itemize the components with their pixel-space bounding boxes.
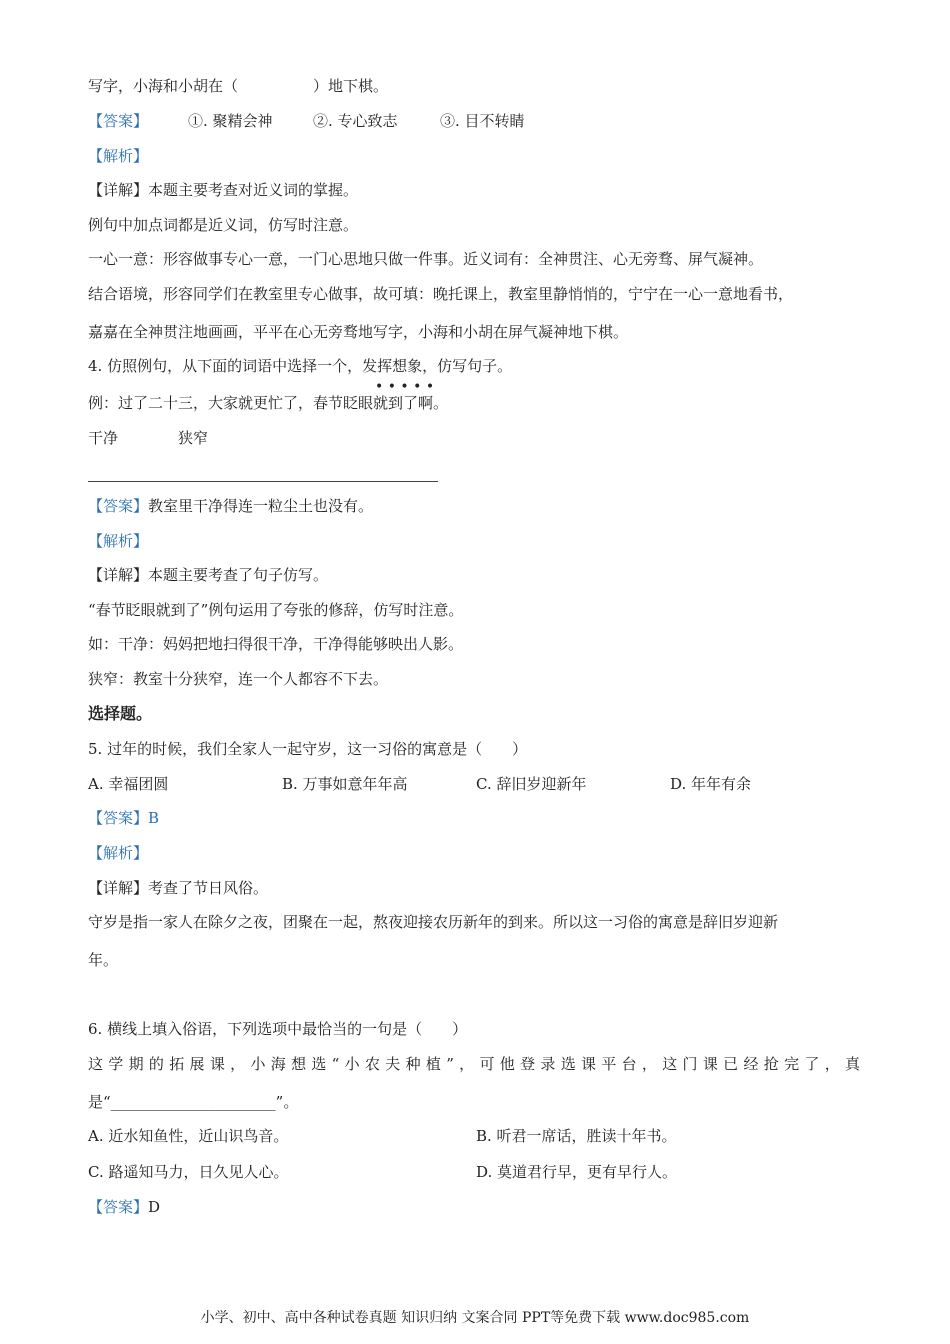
word-option: 干净	[88, 429, 119, 447]
detail-line: 一心一意：形容做事专心一意，一门心思地只做一件事。近义词有：全神贯注、心无旁骛、屏气凝神。	[88, 250, 764, 268]
analysis-label: 【解析】	[88, 844, 149, 862]
choice-b: B. 万事如意年年高	[282, 775, 408, 793]
page-footer: 小学、初中、高中各种试卷真题 知识归纳 文案合同 PPT等免费下载 www.doc985.com	[200, 1310, 750, 1326]
analysis-label: 【解析】	[88, 532, 149, 550]
detail-line: 守岁是指一家人在除夕之夜，团聚在一起，熬夜迎接农历新年的到来。所以这一习俗的寓意是辞旧岁迎新	[88, 913, 779, 931]
detail-line: “春节眨眼就到了”例句运用了夸张的修辞，仿写时注意。	[88, 601, 464, 619]
example-sentence: 例：过了二十三，大家就更忙了，春节眨眼就到了啊。	[88, 394, 449, 412]
detail-line: 狭窄：教室十分狭窄，连一个人都容不下去。	[88, 670, 389, 688]
question-4: 4. 仿照例句，从下面的词语中选择一个，发挥想象，仿写句子。	[88, 357, 513, 375]
choice-c: C. 路遥知马力，日久见人心。	[88, 1163, 289, 1181]
question-5: 5. 过年的时候，我们全家人一起守岁，这一习俗的寓意是（ ）	[88, 740, 528, 758]
answer-label: 【答案】	[88, 1198, 149, 1216]
detail-line: 年。	[88, 951, 119, 969]
detail-line: 嘉嘉在全神贯注地画画，平平在心无旁骛地写字，小海和小胡在屏气凝神地下棋。	[88, 323, 629, 341]
answer-item: ①. 聚精会神	[188, 112, 273, 130]
answer-line	[88, 496, 373, 516]
answer-text: 教室里干净得连一粒尘土也没有。	[148, 497, 374, 515]
answer-item: ②. 专心致志	[313, 112, 398, 130]
answer-item: ③. 目不转睛	[440, 112, 525, 130]
answer-label: 【答案】	[88, 497, 149, 515]
detail-line: 如：干净：妈妈把地扫得很干净，干净得能够映出人影。	[88, 635, 464, 653]
detail-line: 【详解】本题主要考查对近义词的掌握。	[88, 181, 359, 199]
question-6: 6. 横线上填入俗语，下列选项中最恰当的一句是（ ）	[88, 1020, 468, 1038]
choice-d: D. 莫道君行早，更有早行人。	[476, 1163, 678, 1181]
answer-label: 【答案】	[88, 809, 149, 827]
answer-text: D	[148, 1198, 161, 1216]
detail-line: 结合语境，形容同学们在教室里专心做事，故可填：晚托课上，教室里静悄悄的，宁宁在一心一意地看书，	[88, 285, 794, 303]
answer-label: 【答案】	[88, 112, 149, 130]
text-line: 写字，小海和小胡在（ ）地下棋。	[88, 77, 389, 95]
choice-a: A. 近水知鱼性，近山识鸟音。	[88, 1127, 289, 1145]
question-6-stem: 这学期的拓展课，小海想选“小农夫种植”，可他登录选课平台，这门课已经抢完了，真	[88, 1055, 860, 1073]
answer-line	[88, 1197, 160, 1217]
emphasis-dots: • • • • •	[375, 379, 435, 395]
choice-b: B. 听君一席话，胜读十年书。	[476, 1127, 677, 1145]
question-6-stem: 是“______________________”。	[88, 1093, 299, 1111]
detail-line: 【详解】考查了节日风俗。	[88, 879, 269, 897]
answer-line	[88, 111, 148, 131]
detail-line: 例句中加点词都是近义词，仿写时注意。	[88, 216, 359, 234]
choice-d: D. 年年有余	[670, 775, 752, 793]
choice-a: A. 幸福团圆	[88, 775, 169, 793]
section-heading: 选择题。	[88, 704, 153, 723]
analysis-label: 【解析】	[88, 147, 149, 165]
choice-c: C. 辞旧岁迎新年	[476, 775, 587, 793]
word-option: 狭窄	[178, 429, 209, 447]
answer-blank-line	[88, 481, 438, 482]
detail-line: 【详解】本题主要考查了句子仿写。	[88, 566, 329, 584]
answer-line	[88, 808, 159, 828]
answer-text: B	[148, 809, 160, 827]
